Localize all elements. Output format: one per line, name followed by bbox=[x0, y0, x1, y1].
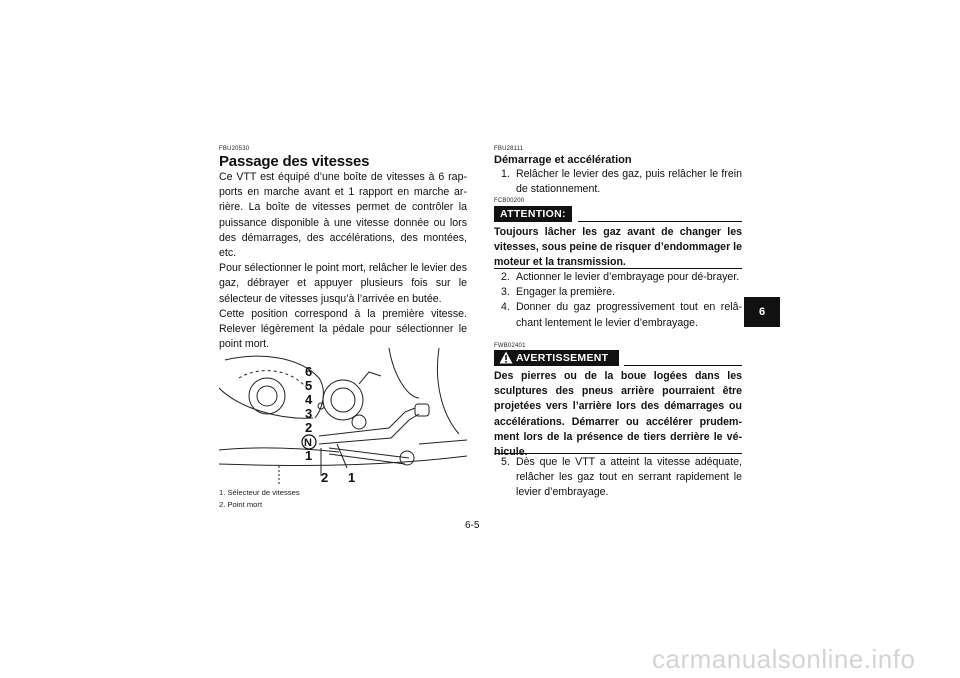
list-item: 4. Donner du gaz progressivement tout en relâ-chant lentement le levier d’embrayage. bbox=[501, 301, 742, 329]
list-item: 5. Dès que le VTT a atteint la vitesse adéquate, relâcher les gaz tout en serrant rapidement le levier d’embrayage. bbox=[501, 456, 742, 499]
warning-ref-code: FWB02401 bbox=[494, 343, 526, 349]
steps-list-2 bbox=[494, 270, 742, 331]
attention-rule-bottom bbox=[494, 268, 742, 269]
warning-rule-top bbox=[624, 365, 742, 366]
gear-shift-illustration bbox=[219, 348, 467, 484]
warning-badge bbox=[494, 350, 619, 366]
section-body bbox=[219, 170, 467, 352]
paragraph: Pour sélectionner le point mort, relâcher le levier des gaz, débrayer et appuyer plusieurs fois sur le sélecteur de vitesses jusqu’à l’arrivée en butée. bbox=[219, 262, 467, 305]
steps-list-3 bbox=[494, 455, 742, 501]
list-item: 3. Engager la première. bbox=[501, 286, 615, 299]
warning-triangle-icon bbox=[499, 351, 513, 364]
section-title: Passage des vitesses bbox=[219, 153, 370, 170]
list-item: 1. Relâcher le levier des gaz, puis relâcher le frein de stationnement. bbox=[501, 168, 742, 196]
gear-label-1: 1 bbox=[305, 448, 313, 463]
gear-label-5: 5 bbox=[305, 378, 313, 393]
figure-caption-1: 1. Sélecteur de vitesses bbox=[219, 488, 300, 497]
callout-1: 1 bbox=[348, 470, 356, 484]
attention-badge: ATTENTION: bbox=[494, 206, 572, 222]
gear-label-n: N bbox=[304, 437, 312, 449]
attention-rule-top bbox=[578, 221, 742, 222]
paragraph: Ce VTT est équipé d’une boîte de vitesses à 6 rap-ports en marche avant et 1 rapport en marche ar-rière. La boîte de vitesses permet de contrôler la puissance disponible à une vitesse donnée ou lors des démarrages, des accélérations, des montées, etc. bbox=[219, 171, 467, 260]
section-ref-code: FBU20530 bbox=[219, 146, 250, 152]
gear-label-4: 4 bbox=[305, 392, 313, 407]
attention-ref-code: FCB00200 bbox=[494, 198, 525, 204]
subsection-title: Démarrage et accélération bbox=[494, 154, 632, 166]
page-number: 6-5 bbox=[465, 520, 480, 531]
steps-list-1 bbox=[494, 167, 742, 197]
subsection-ref-code: FBU28111 bbox=[494, 146, 524, 152]
gear-shift-drawing bbox=[219, 348, 467, 484]
chapter-tab: 6 bbox=[744, 297, 780, 327]
watermark: carmanualsonline.info bbox=[652, 644, 916, 674]
gear-label-2: 2 bbox=[305, 420, 313, 435]
warning-rule-bottom bbox=[494, 453, 742, 454]
gear-label-3: 3 bbox=[305, 406, 313, 421]
figure-caption-2: 2. Point mort bbox=[219, 500, 263, 509]
paragraph: Cette position correspond à la première vitesse. Relever légèrement la pédale pour sélectionner le point mort. bbox=[219, 307, 467, 351]
list-item: 2. Actionner le levier d’embrayage pour dé-brayer. bbox=[501, 271, 740, 283]
callout-2: 2 bbox=[321, 470, 329, 484]
warning-text: Des pierres ou de la boue logées dans les sculptures des pneus arrière pourraient être projetées vers l’arrière lors des démarrages ou accélérations. Démarrer ou accélérer prudem-ment lors de la présence de tiers derrière le vé- bbox=[494, 370, 742, 443]
gear-label-6: 6 bbox=[305, 364, 313, 379]
attention-text: Toujours lâcher les gaz avant de changer les vitesses, sous peine de risquer d’endommager le moteur et la transmission. bbox=[494, 226, 742, 269]
warning-label: AVERTISSEMENT bbox=[516, 352, 609, 364]
